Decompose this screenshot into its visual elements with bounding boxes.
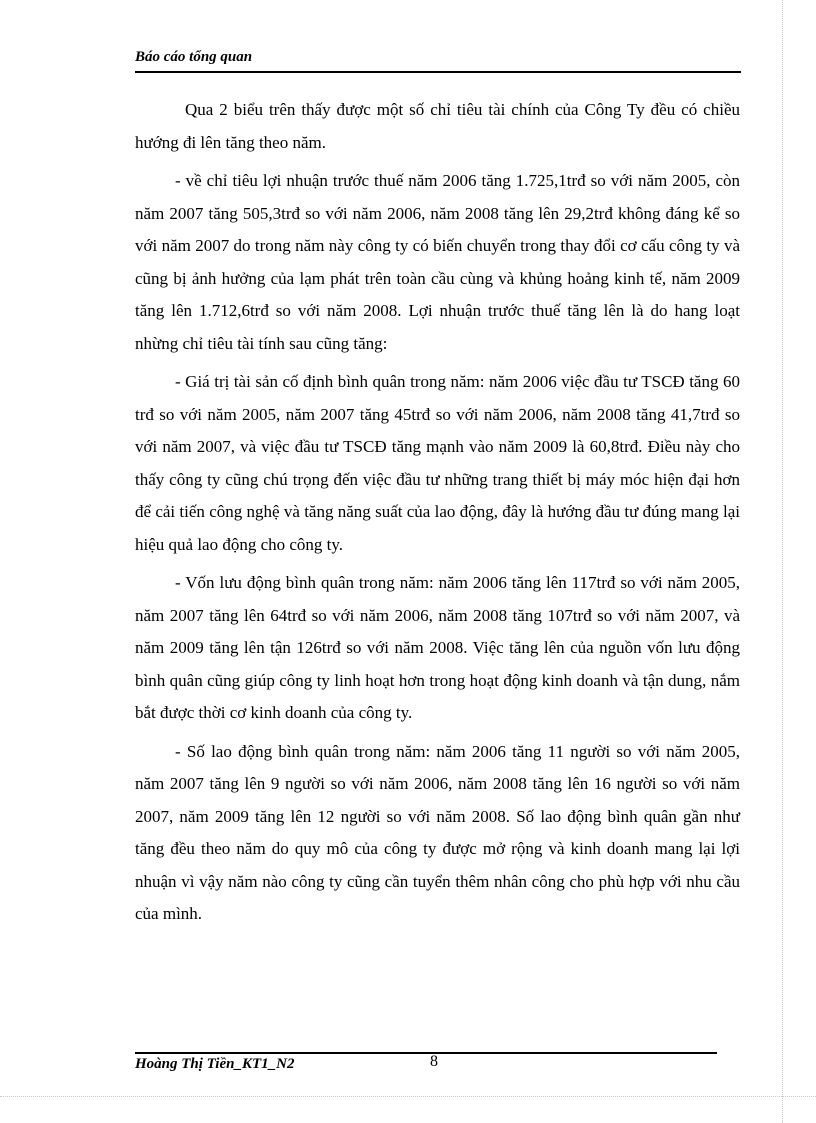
paragraph-labor: - Số lao động bình quân trong năm: năm 2006 tăng 11 người so với năm 2005, năm 2007 tăng lên 9 người so với năm 2006, năm 2008 tăng lên 16 người so với năm 2007, năm 2009 tăng lên 12 người so với năm 2008. Số lao động bình quân gần như tăng đều theo năm do quy mô của công ty được mở rộng và kinh doanh mang lại lợi nhuận vì vậy năm nào công ty cũng cần tuyển thêm nhân công cho phù hợp với nhu cầu của mình. xyxy=(135,741,740,923)
paragraph-fixed-assets: - Giá trị tài sản cố định bình quân trong năm: năm 2006 việc đầu tư TSCĐ tăng 60 trđ so với năm 2005, năm 2007 tăng 45trđ so với năm 2006, năm 2008 tăng 41,7trđ so với năm 2007, và việc đầu tư TSCĐ tăng mạnh vào năm 2009 là 60,8trđ. Điều này cho thấy công ty cũng chú trọng đến việc đầu tư những trang thiết bị máy móc hiện đại hơn để cải tiến công nghệ và tăng năng suất của lao động, đây là hướng đầu tư đúng mang lại hiệu quả lao động cho công ty. xyxy=(135,372,740,554)
paragraph-profit: - về chỉ tiêu lợi nhuận trước thuế năm 2006 tăng 1.725,1trđ so với năm 2005, còn năm 2007 tăng 505,3trđ so với năm 2006, năm 2008 tăng lên 29,2trđ không đáng kể so với năm 2007 do trong năm này công ty có biến chuyển trong thay đổi cơ cấu công ty và cũng bị ảnh hưởng của lạm phát trên toàn cầu cùng và khủng hoảng kinh tế, năm 2009 tăng lên 1.712,6trđ so với năm 2008. Lợi nhuận trước thuế tăng lên là do hang loạt nhừng chỉ tiêu tài tính sau cũng tăng: xyxy=(135,171,740,353)
page-margin-guide-right xyxy=(782,0,783,1123)
page-number: 8 xyxy=(430,1053,438,1070)
paragraph-working-capital: - Vốn lưu động bình quân trong năm: năm 2006 tăng lên 117trđ so với năm 2005, năm 2007 tăng lên 64trđ so với năm 2006, năm 2008 tăng 107trđ so với năm 2007, và năm 2009 tăng lên tận 126trđ so với năm 2008. Việc tăng lên của nguồn vốn lưu động bình quân cũng giúp công ty linh hoạt hơn trong hoạt động kinh doanh và tận dung, nắm bắt được thời cơ kinh doanh của công ty. xyxy=(135,573,740,722)
page-header-title: Báo cáo tổng quan xyxy=(135,49,253,65)
page-margin-guide-bottom xyxy=(0,1096,816,1097)
footer-author: Hoàng Thị Tiền_KT1_N2 xyxy=(135,1056,295,1072)
footer-divider xyxy=(135,1052,717,1054)
document-body xyxy=(135,94,740,937)
header-divider xyxy=(135,71,741,73)
paragraph-intro: Qua 2 biểu trên thấy được một số chỉ tiêu tài chính của Công Ty đều có chiều hướng đi lên tăng theo năm. xyxy=(135,100,740,152)
